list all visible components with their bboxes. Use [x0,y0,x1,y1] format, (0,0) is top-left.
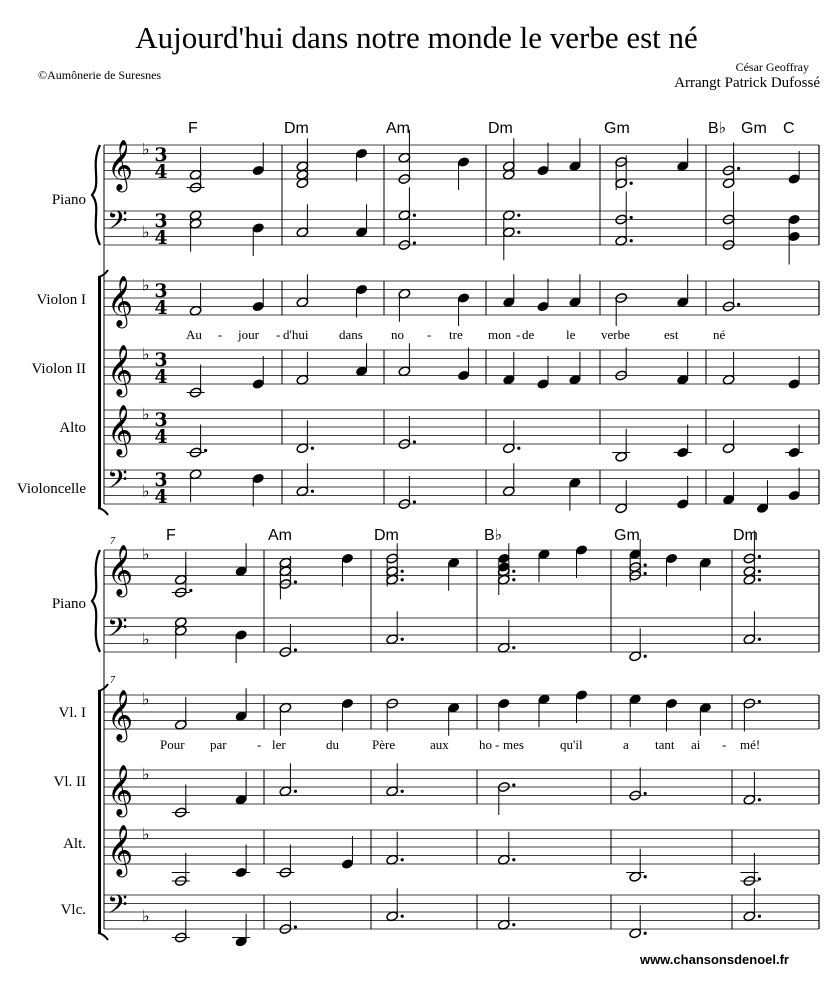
dot [311,490,314,493]
measure-number: 7 [110,675,115,686]
chord-symbol: Gm [741,120,767,137]
lyric-syllable: Pour [160,737,185,752]
dot [758,578,761,581]
lyric-syllable: tant [655,737,675,752]
staff-label-violin-1: Vl. I [58,705,86,721]
lyric-hyphen: - [495,737,500,752]
flat-key-signature-icon: ♭ [142,906,150,926]
chord-symbol: Am [268,527,292,544]
dot [401,858,404,861]
chord-symbol: B♭ [708,120,727,137]
time-signature-bottom: 4 [154,426,168,448]
time-signature-top: 3 [154,144,168,166]
treble-clef-icon: 𝄞 [107,544,134,596]
piano-brace [92,145,100,245]
flat-key-signature-icon: ♭ [142,824,150,844]
arranger-credit: Arrangt Patrick Dufossé [674,75,820,91]
piano-label: Piano [51,192,86,208]
bass-clef-icon: 𝄢 [107,463,128,502]
dot [512,570,515,573]
lyric-syllable: Au [186,327,202,342]
dot [644,655,647,658]
lyric-syllable: d'hui [283,327,309,342]
lyric-syllable: mon [488,327,512,342]
time-signature-bottom: 4 [154,161,168,183]
dot [758,700,761,703]
lyric-syllable: mé! [740,737,761,752]
dot [413,241,416,244]
time-signature-top: 3 [154,469,168,491]
flat-key-signature-icon: ♭ [142,222,150,242]
staff-label-violin-1: Violon I [36,292,86,308]
staff-label-violin-2: Violon II [31,361,86,377]
dot [630,182,633,185]
chord-symbol: B♭ [484,527,503,544]
lyric-syllable: dans [339,327,363,342]
dot [758,877,761,880]
lyric-syllable: ler [272,737,286,752]
dot [644,875,647,878]
dot [630,239,633,242]
lyric-syllable: qu'il [560,737,583,752]
dot [294,648,297,651]
flat-key-signature-icon: ♭ [142,764,150,784]
lyric-syllable: Père [372,737,396,752]
time-signature-top: 3 [154,210,168,232]
lyric-syllable: mes [503,737,524,752]
flat-key-signature-icon: ♭ [142,481,150,501]
flat-key-signature-icon: ♭ [142,344,150,364]
dot [413,440,416,443]
chord-symbol: F [188,120,198,137]
dot [204,449,207,452]
lyric-syllable: ai [691,737,701,752]
piano-label: Piano [51,596,86,612]
treble-clef-icon: 𝄞 [107,275,134,327]
treble-clef-icon: 𝄞 [107,404,134,456]
lyric-syllable: ho [479,737,492,752]
dot [517,447,520,450]
dot [401,570,404,573]
time-signature-top: 3 [154,409,168,431]
dot [644,563,647,566]
chord-symbol: Dm [733,527,758,544]
flat-key-signature-icon: ♭ [142,404,150,424]
lyric-syllable: est [664,327,679,342]
lyric-syllable: no [391,327,404,342]
system-2-engraving [92,531,819,948]
dot [401,638,404,641]
dot [737,167,740,170]
dot [413,214,416,217]
flat-key-signature-icon: ♭ [142,544,150,564]
time-signature-bottom: 4 [154,486,168,508]
lyric-syllable: le [566,327,576,342]
bass-clef-icon: 𝄢 [107,204,128,243]
dot [644,572,647,575]
dot [401,578,404,581]
chord-symbol: F [166,527,176,544]
bass-clef-icon: 𝄢 [107,888,128,927]
chord-symbol: Dm [488,120,513,137]
lyric-hyphen: - [276,327,281,342]
dot [758,555,761,558]
dot [294,925,297,928]
footer-website: www.chansonsdenoel.fr [639,952,789,967]
chord-symbol: C [783,120,795,137]
piano-brace [92,550,100,652]
system-1 [17,120,795,497]
lyric-syllable: du [326,737,339,752]
time-signature-bottom: 4 [154,366,168,388]
flat-key-signature-icon: ♭ [142,629,150,649]
time-signature-top: 3 [154,349,168,371]
strings-bracket [98,691,101,933]
dot [294,580,297,583]
flat-key-signature-icon: ♭ [142,139,150,159]
dot [517,214,520,217]
dot [512,783,515,786]
dot [737,303,740,306]
dot [644,932,647,935]
dot [517,231,520,234]
lyric-hyphen: - [218,327,223,342]
dot [401,790,404,793]
time-signature-bottom: 4 [154,227,168,249]
chord-symbol: Dm [374,527,399,544]
staff-label-cello: Vlc. [60,902,86,918]
dot [512,923,515,926]
lyric-hyphen: - [257,737,262,752]
dot [758,638,761,641]
chord-symbol: Gm [614,527,640,544]
dot [512,858,515,861]
treble-clef-icon: 𝄞 [107,764,134,816]
lyric-syllable: né [713,327,726,342]
dot [311,447,314,450]
time-signature-bottom: 4 [154,297,168,319]
time-signature-top: 3 [154,280,168,302]
lyric-hyphen: - [516,327,521,342]
dot [512,646,515,649]
chord-symbol: Am [386,120,410,137]
dot [644,792,647,795]
staff-label-viola: Alt. [63,836,86,852]
system-1-engraving [92,130,819,515]
lyric-syllable: jour [238,327,259,342]
dot [294,790,297,793]
dot [512,578,515,581]
chord-symbol: Dm [284,120,309,137]
dot [630,216,633,219]
copyright-text: ©Aumônerie de Suresnes [38,68,162,82]
staff-label-violin-2: Vl. II [53,774,86,790]
treble-clef-icon: 𝄞 [107,139,134,191]
dot [401,915,404,918]
lyric-hyphen: - [427,327,432,342]
lyric-syllable: a [623,737,629,752]
lyric-syllable: verbe [601,327,630,342]
dot [413,500,416,503]
composer-credit: César Geoffray [735,60,809,74]
lyric-syllable: par [210,737,227,752]
system-2 [52,527,760,918]
page-title: Aujourd'hui dans notre monde le verbe est né [135,20,698,55]
dot [758,915,761,918]
treble-clef-icon: 𝄞 [107,824,134,876]
lyric-hyphen: - [722,737,727,752]
dot [758,798,761,801]
staff-label-cello: Violoncelle [16,481,86,497]
dot [758,570,761,573]
flat-key-signature-icon: ♭ [142,275,150,295]
lyric-syllable: tre [449,327,463,342]
treble-clef-icon: 𝄞 [107,344,134,396]
chord-symbol: Gm [604,120,630,137]
lyric-syllable: aux [430,737,449,752]
strings-bracket [98,277,101,508]
staff-label-viola: Alto [59,420,86,436]
measure-number: 7 [110,536,115,547]
lyric-syllable: de [522,327,535,342]
flat-key-signature-icon: ♭ [142,689,150,709]
treble-clef-icon: 𝄞 [107,689,134,741]
bass-clef-icon: 𝄢 [107,611,128,650]
dot [189,589,192,592]
